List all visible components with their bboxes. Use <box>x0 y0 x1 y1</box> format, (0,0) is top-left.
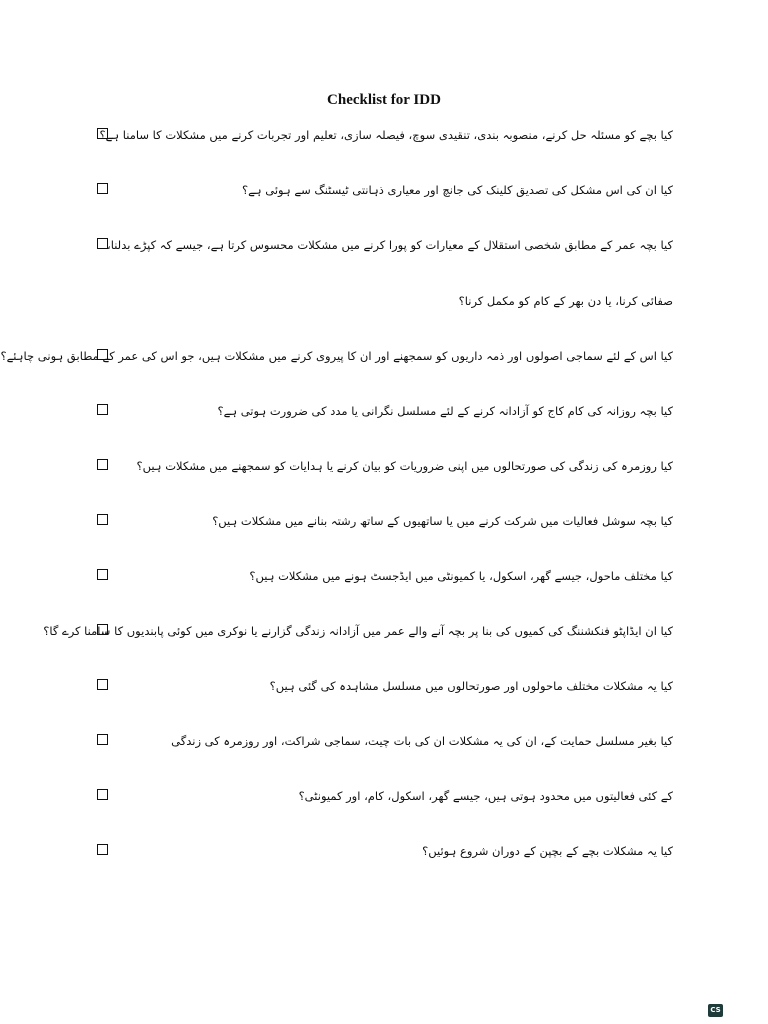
checklist-item <box>0 127 768 155</box>
checklist-item-text: کیا بچہ سوشل فعالیات میں شرکت کرنے میں یا ساتھیوں کے ساتھ رشتہ بنانے میں مشکلات ہیں؟ <box>212 514 673 528</box>
checklist-item <box>0 678 768 706</box>
checklist-item <box>0 237 768 265</box>
checklist-item-text: صفائی کرنا، یا دن بھر کے کام کو مکمل کرنا؟ <box>458 294 673 308</box>
checklist-item-text: کیا ان کی اس مشکل کی تصدیق کلینک کی جانچ اور معیاری ذہانتی ٹیسٹنگ سے ہوئی ہے؟ <box>242 183 673 197</box>
checkbox[interactable] <box>97 734 108 745</box>
checkbox[interactable] <box>97 459 108 470</box>
checkbox[interactable] <box>97 183 108 194</box>
checklist-item-text: کیا بغیر مسلسل حمایت کے، ان کی یہ مشکلات ان کی بات چیت، سماجی شراکت، اور روزمرہ کی زندگی <box>171 734 673 748</box>
checklist-item <box>0 513 768 541</box>
checklist-item <box>0 403 768 431</box>
checklist-item-text: کیا یہ مشکلات مختلف ماحولوں اور صورتحالوں میں مسلسل مشاہدہ کی گئی ہیں؟ <box>269 679 673 693</box>
checklist-item-text: کیا بچے کو مسئلہ حل کرنے، منصوبہ بندی، تنقیدی سوچ، فیصلہ سازی، تعلیم اور تجربات کرنے میں مشکلات کا سامنا ہے؟ <box>99 128 673 142</box>
checklist-item-text: کیا بچہ عمر کے مطابق شخصی استقلال کے معیارات کو پورا کرنے میں مشکلات محسوس کرتا ہے، جیسے کہ کپڑے بدلنا، <box>107 238 673 252</box>
checkbox[interactable] <box>97 404 108 415</box>
checklist-item-text: کیا مختلف ماحول، جیسے گھر، اسکول، یا کمیونٹی میں ایڈجسٹ ہونے میں مشکلات ہیں؟ <box>249 569 673 583</box>
checklist-item-text: کیا اس کے لئے سماجی اصولوں اور ذمہ داریوں کو سمجھنے اور ان کا پیروی کرنے میں مشکلات ہیں، جو اس کی عمر کے مطابق ہونی چاہئے؟ <box>0 349 673 363</box>
checklist-item <box>0 458 768 486</box>
checkbox[interactable] <box>97 569 108 580</box>
checklist-item <box>0 623 768 651</box>
checkbox[interactable] <box>97 844 108 855</box>
checklist-item <box>0 568 768 596</box>
checklist-item-text: کیا بچہ روزانہ کی کام کاج کو آزادانہ کرنے کے لئے مسلسل نگرانی یا مدد کی ضرورت ہوتی ہے؟ <box>217 404 673 418</box>
camscanner-logo-icon: CS <box>708 1004 723 1017</box>
checklist-item-text: کے کئی فعالیتوں میں محدود ہوتی ہیں، جیسے گھر، اسکول، کام، اور کمیونٹی؟ <box>298 789 673 803</box>
checklist-item-text: کیا ان ایڈاپٹو فنکشننگ کی کمیوں کی بنا پر بچہ آنے والے عمر میں آزادانہ زندگی گزارنے یا نوکری میں کوئی پابندیوں کا سامنا کرے گا؟ <box>43 624 673 638</box>
checklist-item <box>0 843 768 871</box>
checklist-item <box>0 348 768 376</box>
checkbox[interactable] <box>97 679 108 690</box>
checklist-item-continuation <box>0 293 768 321</box>
checkbox[interactable] <box>97 514 108 525</box>
checkbox[interactable] <box>97 789 108 800</box>
checklist-item <box>0 788 768 816</box>
checklist-item <box>0 182 768 210</box>
checklist-item-text: کیا یہ مشکلات بچے کے بچپن کے دوران شروع ہوئیں؟ <box>422 844 673 858</box>
checklist-item-text: کیا روزمرہ کی زندگی کی صورتحالوں میں اپنی ضروریات کو بیان کرنے یا ہدایات کو سمجھنے میں مشکلات ہیں؟ <box>136 459 673 473</box>
page-title: Checklist for IDD <box>327 92 441 108</box>
checklist-item <box>0 733 768 761</box>
